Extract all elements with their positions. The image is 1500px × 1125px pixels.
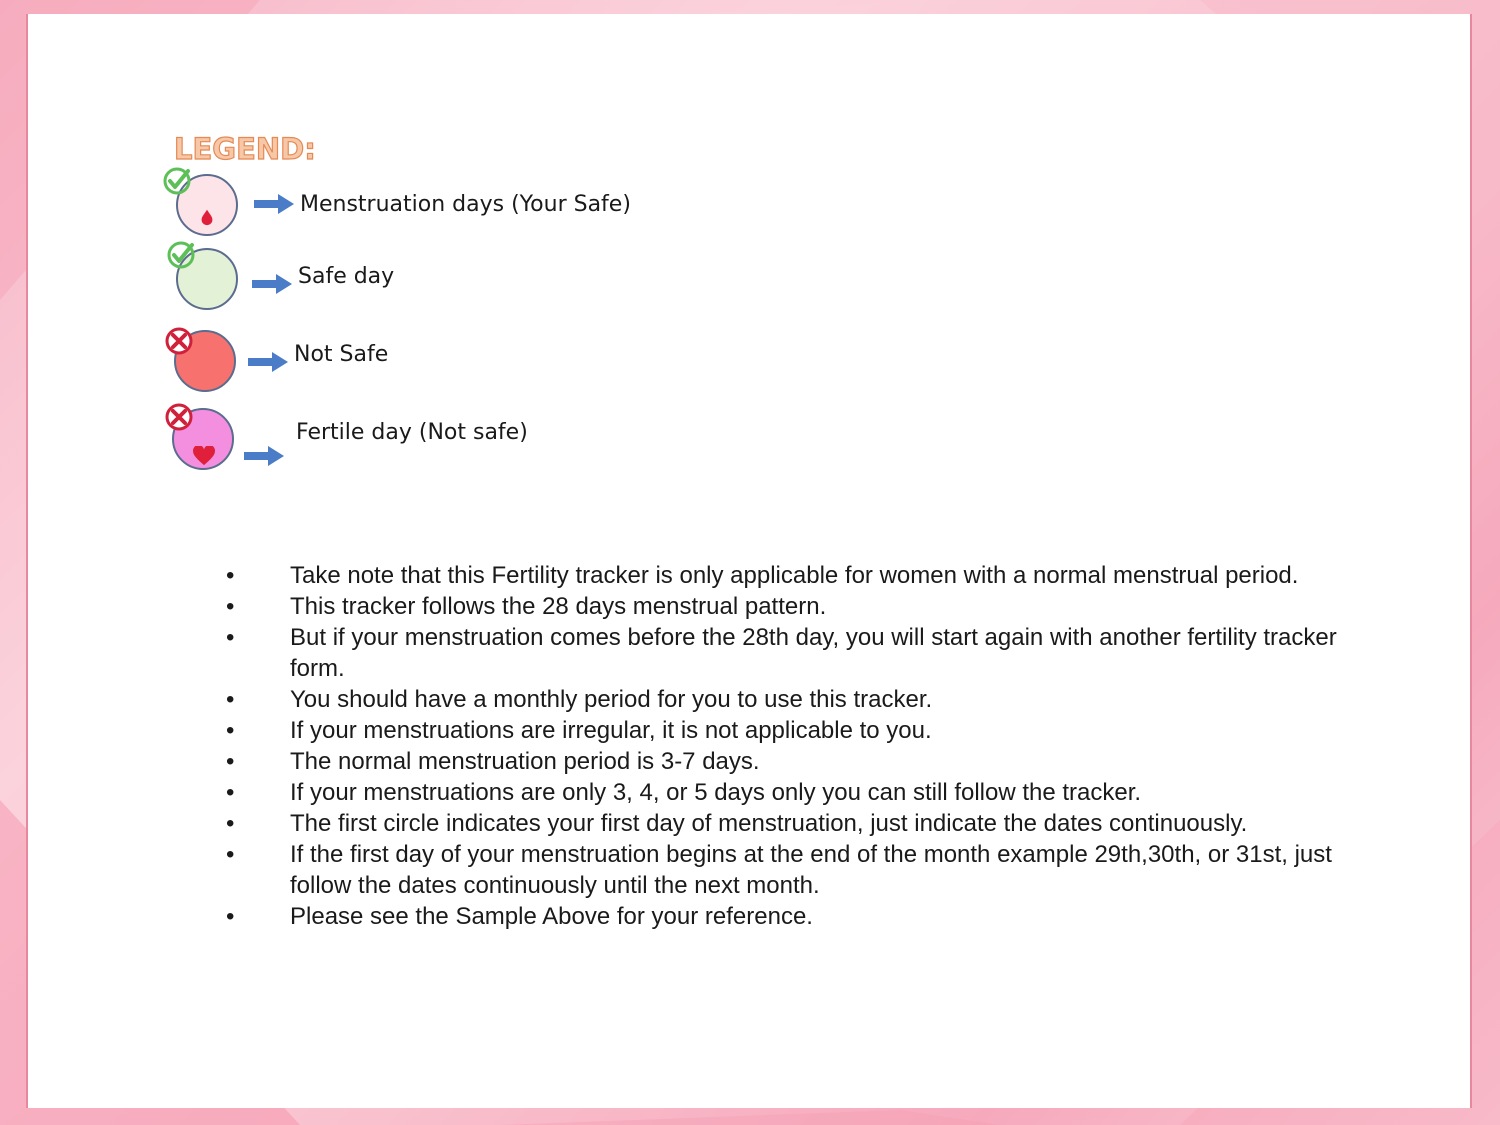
list-item [224, 684, 1344, 715]
note-text: If the first day of your menstruation begins at the end of the month example 29th,30th, or 31st, just follow the dates continuously until the next month. [290, 841, 1332, 899]
list-item [224, 591, 1344, 622]
list-item [224, 839, 1344, 901]
bullet: • [226, 562, 235, 589]
note-text: If your menstruations are irregular, it is not applicable to you. [290, 717, 932, 744]
bullet: • [226, 717, 235, 744]
legend-item-safe-day [158, 246, 758, 326]
note-text: You should have a monthly period for you to use this tracker. [290, 686, 933, 713]
droplet-icon [198, 208, 216, 226]
list-item [224, 715, 1344, 746]
legend-label: Not Safe [294, 342, 389, 367]
arrow-icon [244, 446, 284, 466]
check-icon [162, 166, 192, 196]
legend-label: Safe day [298, 264, 395, 289]
note-text: Please see the Sample Above for your reference. [290, 903, 813, 930]
document-page [26, 14, 1472, 1108]
arrow-icon [252, 274, 292, 294]
note-text: Take note that this Fertility tracker is only applicable for women with a normal menstrual period. [290, 562, 1299, 589]
legend-label: Fertile day (Not safe) [296, 420, 528, 445]
list-item [224, 560, 1344, 591]
bullet: • [226, 748, 235, 775]
list-item [224, 777, 1344, 808]
notes-list [224, 560, 1344, 932]
list-item [224, 808, 1344, 839]
list-item [224, 622, 1344, 684]
heart-icon [192, 446, 216, 466]
note-text: The first circle indicates your first day of menstruation, just indicate the dates continuously. [290, 810, 1248, 837]
x-icon [164, 326, 194, 356]
legend-title: LEGEND: [174, 132, 316, 166]
bullet: • [226, 779, 235, 806]
list-item [224, 746, 1344, 777]
arrow-icon [254, 194, 294, 214]
note-text: But if your menstruation comes before the 28th day, you will start again with another fertility tracker form. [290, 624, 1337, 682]
legend-item-fertile-day [158, 408, 758, 488]
note-text: This tracker follows the 28 days menstrual pattern. [290, 593, 827, 620]
bullet: • [226, 841, 235, 868]
note-text: If your menstruations are only 3, 4, or 5 days only you can still follow the tracker. [290, 779, 1142, 806]
bullet: • [226, 624, 235, 651]
x-icon [164, 402, 194, 432]
check-icon [166, 240, 196, 270]
bullet: • [226, 903, 235, 930]
bullet: • [226, 686, 235, 713]
legend-item-not-safe [158, 330, 758, 410]
bullet: • [226, 810, 235, 837]
arrow-icon [248, 352, 288, 372]
list-item [224, 901, 1344, 932]
bullet: • [226, 593, 235, 620]
note-text: The normal menstruation period is 3-7 days. [290, 748, 760, 775]
legend-label: Menstruation days (Your Safe) [300, 192, 631, 217]
legend-item-menstruation [158, 172, 758, 252]
